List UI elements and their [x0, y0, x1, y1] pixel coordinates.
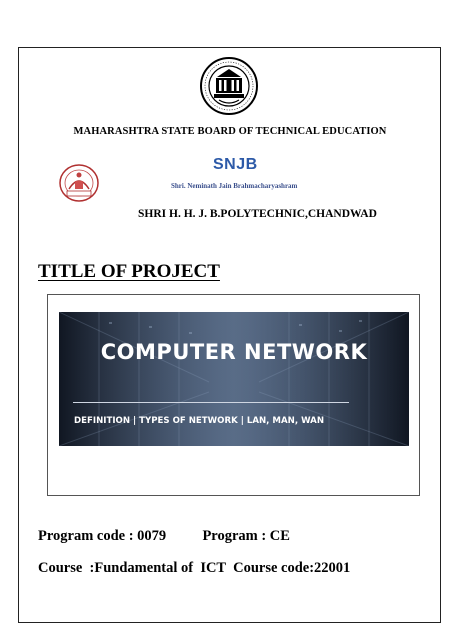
snjb-subtitle: Shri. Neminath Jain Brahmacharyashram [171, 182, 298, 190]
banner-divider [73, 402, 349, 403]
snjb-trust-emblem-icon [58, 163, 100, 203]
program-name: Program : CE [202, 528, 290, 544]
msbte-seal-icon [199, 56, 259, 116]
banner-subtitle: DEFINITION | TYPES OF NETWORK | LAN, MAN, WAN [74, 416, 325, 426]
course-info-line [38, 560, 350, 577]
project-banner-image [59, 312, 409, 446]
course-code: Course code:22001 [233, 560, 351, 576]
program-info-line [38, 528, 290, 545]
project-heading: TITLE OF PROJECT [38, 261, 220, 282]
course-name: Course :Fundamental of ICT [38, 560, 226, 576]
board-name: MAHARASHTRA STATE BOARD OF TECHNICAL EDUCATION [73, 126, 387, 137]
program-code: Program code : 0079 [38, 528, 167, 544]
banner-title: COMPUTER NETWORK [100, 340, 368, 364]
snjb-logo-text: SNJB [213, 156, 258, 173]
college-name: SHRI H. H. J. B.POLYTECHNIC,CHANDWAD [138, 208, 377, 220]
